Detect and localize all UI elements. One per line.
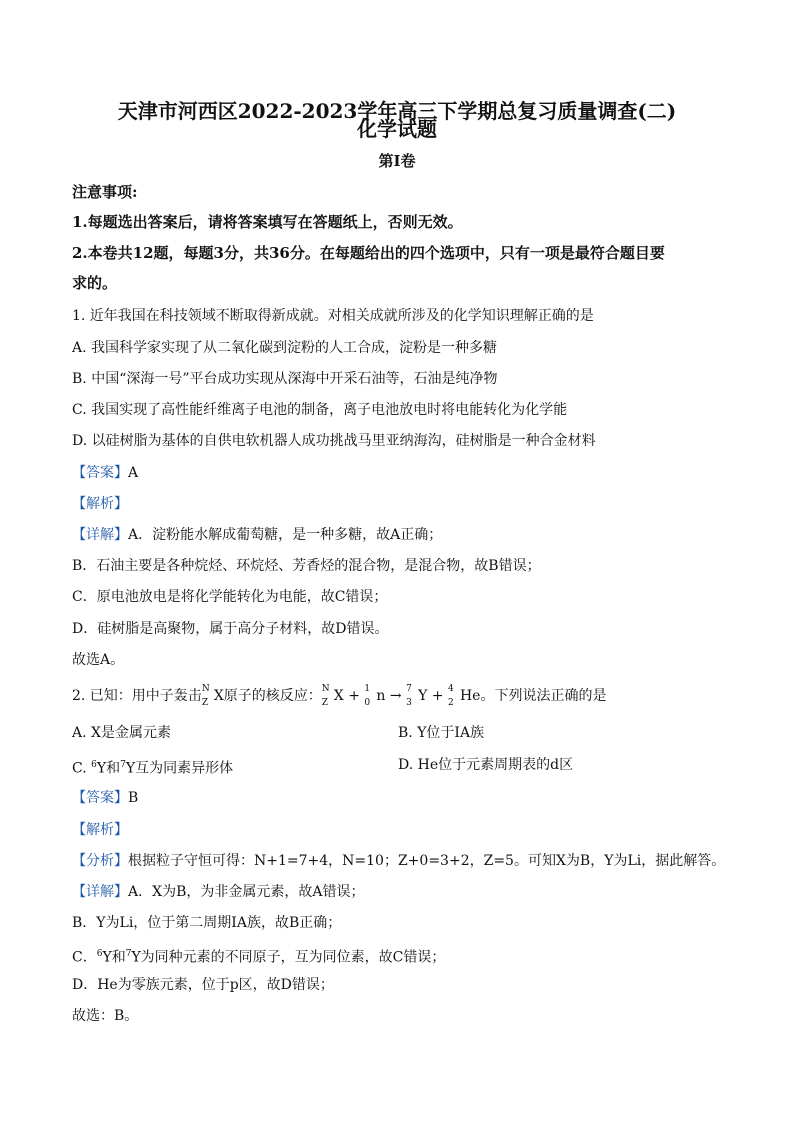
q2-stem-mid: 原子的核反应： [223,688,322,704]
q2-detail-2: B．Y为Li，位于第二周期ⅠA族，故B正确； [72,915,342,931]
q2-answer [72,788,138,808]
nuclide-y: 7 3 Y [406,684,428,708]
option-c-post: Y互为同素异形体 [125,760,234,777]
q1-analysis-tag: 【解析】 [72,496,128,512]
volume-label: 第I卷 [378,152,416,170]
notice-item-1: 1.每题选出答案后，请将答案填写在答题纸上，否则无效。 [72,213,463,231]
q1-option-c: C. 我国实现了高性能纤维离子电池的制备，离子电池放电时将电能转化为化学能 [72,402,568,418]
q1-answer [72,463,138,483]
q2-fenxi [72,851,725,871]
answer-value: B [128,790,139,806]
page-title: 天津市河西区2022-2023学年高三下学期总复习质量调查(二) [117,99,677,123]
helium: 4 2 He [447,684,481,708]
answer-tag: 【答案】 [72,790,128,806]
q1-detail-1 [72,525,442,545]
nuclide-x-eq: N Z X [321,684,344,708]
q2-conclusion: 故选：B。 [72,1008,139,1024]
q1-detail-4: D．硅树脂是高聚物，属于高分子材料，故D错误。 [72,621,389,637]
option-c-mid: Y和 [96,760,121,777]
nuclide-x: N Z X [201,684,224,708]
q2-detail-1 [72,882,364,902]
q2-option-c: C. $^6$Y和$^7$Y互为同素异形体 [72,760,234,777]
q1-option-b: B. 中国“深海一号”平台成功实现从深海中开采石油等，石油是纯净物 [72,371,498,387]
fenxi-text: 根据粒子守恒可得：N+1=7+4，N=10；Z+0=3+2，Z=5。可知X为B，Y为Li，据此解答。 [128,853,726,869]
detail-post: Y为同种元素的不同原子，互为同位素，故C错误； [131,949,446,966]
q2-stem-pre: 2. 已知：用中子轰击 [72,688,202,704]
detail-label: C． [72,949,97,966]
q2-detail-4: D．He为零族元素，位于p区，故D错误； [72,977,334,993]
q2-option-a: A. X是金属元素 [72,725,171,741]
notice-item-2-cont: 求的。 [72,274,118,292]
option-label: C. [72,760,87,777]
q2-detail-3: C．$^6$Y和$^7$Y为同种元素的不同原子，互为同位素，故C错误； [72,949,446,966]
q1-detail-2: B．石油主要是各种烷烃、环烷烃、芳香烃的混合物，是混合物，故B错误； [72,558,541,574]
q2-option-d: D. He位于元素周期表的d区 [398,757,574,773]
q1-option-a: A. 我国科学家实现了从二氧化碳到淀粉的人工合成，淀粉是一种多糖 [72,340,498,356]
detail-tag: 【详解】 [72,527,128,543]
q2-analysis-tag: 【解析】 [72,822,128,838]
page-subtitle: 化学试题 [357,117,437,141]
detail-mid: Y和 [102,949,126,966]
q1-stem: 1. 近年我国在科技领域不断取得新成就。对相关成就所涉及的化学知识理解正确的是 [72,308,594,324]
q2-stem: 2. 已知：用中子轰击 N Z X原子的核反应： N Z X + 1 0 n → 7 3 Y + 4 2 He。下列说法正确的是 [72,684,607,708]
answer-value: A [128,465,139,481]
q2-option-b: B. Y位于ⅠA族 [398,725,485,741]
q1-detail-3: C．原电池放电是将化学能转化为电能，故C错误； [72,589,388,605]
notice-heading: 注意事项: [72,183,138,201]
detail-tag: 【详解】 [72,884,128,900]
fenxi-tag: 【分析】 [72,853,128,869]
notice-item-2: 2.本卷共12题，每题3分，共36分。在每题给出的四个选项中，只有一项是最符合题目要 [72,244,665,262]
detail-text: A．X为B，为非金属元素，故A错误； [128,884,365,900]
answer-tag: 【答案】 [72,465,128,481]
q1-option-d: D. 以硅树脂为基体的自供电软机器人成功挑战马里亚纳海沟，硅树脂是一种合金材料 [72,433,596,449]
q1-conclusion: 故选A。 [72,652,125,668]
q2-stem-post: 。下列说法正确的是 [480,688,607,704]
neutron: 1 0 n [364,684,386,708]
detail-text: A．淀粉能水解成葡萄糖，是一种多糖，故A正确； [128,527,443,543]
